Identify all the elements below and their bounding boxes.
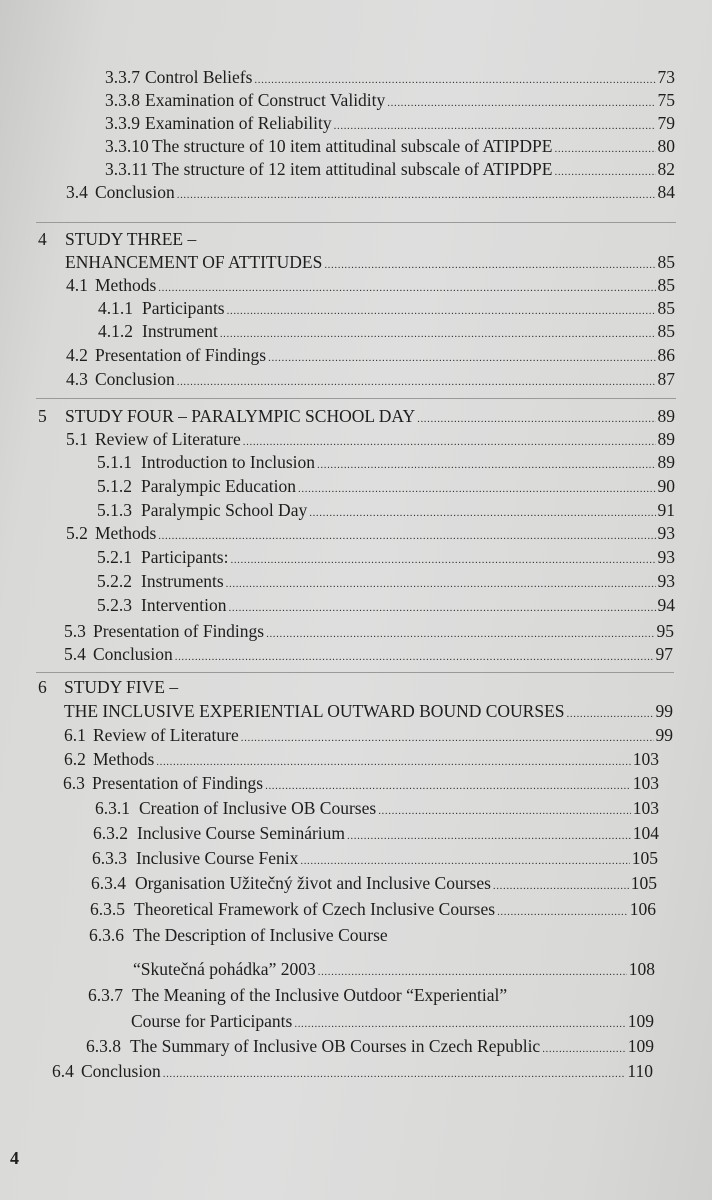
entry-number: 6.3.2 xyxy=(93,823,128,843)
entry-title: STUDY FIVE – xyxy=(64,677,179,697)
leader-dots xyxy=(347,825,631,847)
leader-dots xyxy=(226,573,656,595)
entry-page: 106 xyxy=(629,899,656,919)
entry-number: 3.3.7 xyxy=(105,67,140,87)
page-number: 4 xyxy=(10,1148,19,1168)
leader-dots xyxy=(227,300,656,322)
leader-dots xyxy=(156,751,631,773)
entry-page: 86 xyxy=(657,345,675,365)
leader-dots xyxy=(294,1013,625,1035)
entry-page: 99 xyxy=(655,701,673,721)
section-divider xyxy=(36,398,676,399)
entry-number: 6.3.1 xyxy=(95,798,130,818)
entry-number: 5.4 xyxy=(64,644,86,664)
entry-page: 85 xyxy=(657,321,675,341)
entry-page: 91 xyxy=(657,500,675,520)
entry-title: Inclusive Course Seminárium xyxy=(137,823,346,843)
entry-number: 6.3.4 xyxy=(91,873,126,893)
entry-page: 103 xyxy=(632,749,659,769)
leader-dots xyxy=(298,478,655,500)
entry-title: Participants: xyxy=(141,547,229,567)
toc-entry-heading xyxy=(88,984,507,1006)
entry-page: 85 xyxy=(657,275,675,295)
entry-page: 99 xyxy=(655,725,673,745)
leader-dots xyxy=(493,875,629,897)
toc-entry xyxy=(66,274,675,299)
entry-title: Review of Literature xyxy=(93,725,239,745)
entry-page: 89 xyxy=(657,452,675,472)
entry-number: 3.4 xyxy=(66,182,88,202)
toc-entry xyxy=(64,724,673,749)
entry-title: Conclusion xyxy=(95,369,175,389)
leader-dots xyxy=(387,92,655,114)
entry-number: 4.1 xyxy=(66,275,88,295)
entry-title: The structure of 12 item attitudinal subscale of ATIPDPE xyxy=(152,159,553,179)
toc-entry xyxy=(66,344,675,369)
entry-page: 97 xyxy=(655,644,673,664)
entry-title: The Description of Inclusive Course xyxy=(133,925,388,945)
toc-entry xyxy=(52,1060,653,1085)
entry-page: 73 xyxy=(657,67,675,87)
toc-entry xyxy=(133,958,655,983)
entry-number: 4 xyxy=(38,229,47,249)
toc-entry xyxy=(97,475,675,500)
toc-entry xyxy=(63,772,659,797)
entry-title: Organisation Užitečný život and Inclusive Courses xyxy=(135,873,491,893)
entry-title: The Meaning of the Inclusive Outdoor “Experiential” xyxy=(132,985,508,1005)
entry-number: 5.1 xyxy=(66,429,88,449)
entry-number: 5.1.1 xyxy=(97,452,132,472)
entry-page: 89 xyxy=(657,429,675,449)
entry-number: 5.1.2 xyxy=(97,476,132,496)
entry-number: 4.3 xyxy=(66,369,88,389)
toc-entry xyxy=(86,1035,654,1060)
section-divider xyxy=(36,672,674,673)
entry-number: 6.3.3 xyxy=(92,848,127,868)
entry-title: The structure of 10 item attitudinal subscale of ATIPDPE xyxy=(152,136,553,156)
leader-dots xyxy=(175,646,654,668)
entry-number: 3.3.10 xyxy=(105,136,149,156)
toc-entry xyxy=(105,66,675,91)
leader-dots xyxy=(177,371,656,393)
leader-dots xyxy=(241,727,654,749)
toc-entry xyxy=(91,872,657,897)
leader-dots xyxy=(158,277,655,299)
entry-number: 5.2.3 xyxy=(97,595,132,615)
leader-dots xyxy=(243,431,656,453)
toc-entry xyxy=(105,135,675,160)
entry-number: 5.3 xyxy=(64,621,86,641)
entry-title: Instruments xyxy=(141,571,224,591)
entry-page: 105 xyxy=(631,848,658,868)
entry-title: Methods xyxy=(95,523,157,543)
entry-page: 103 xyxy=(632,798,659,818)
leader-dots xyxy=(309,502,655,524)
entry-page: 109 xyxy=(627,1036,654,1056)
leader-dots xyxy=(220,323,656,345)
leader-dots xyxy=(417,408,655,430)
leader-dots xyxy=(554,161,655,183)
toc-entry xyxy=(98,297,675,322)
entry-title: Introduction to Inclusion xyxy=(141,452,316,472)
entry-number: 3.3.11 xyxy=(105,159,149,179)
chapter-heading xyxy=(38,676,178,698)
entry-page: 93 xyxy=(657,547,675,567)
leader-dots xyxy=(497,901,628,923)
entry-number: 6.3.8 xyxy=(86,1036,121,1056)
toc-entry xyxy=(64,748,659,773)
entry-title: Methods xyxy=(93,749,155,769)
entry-number: 4.1.2 xyxy=(98,321,133,341)
entry-title: Paralympic School Day xyxy=(141,500,308,520)
toc-entry xyxy=(97,499,675,524)
entry-title-continued: Course for Participants xyxy=(131,1011,293,1031)
entry-title: STUDY FOUR – PARALYMPIC SCHOOL DAY xyxy=(65,406,416,426)
entry-page: 109 xyxy=(627,1011,654,1031)
leader-dots xyxy=(554,138,655,160)
leader-dots xyxy=(542,1038,626,1060)
toc-entry xyxy=(131,1010,654,1035)
entry-number: 3.3.9 xyxy=(105,113,140,133)
entry-page: 93 xyxy=(657,571,675,591)
leader-dots xyxy=(163,1063,626,1085)
leader-dots xyxy=(229,597,656,619)
entry-title-continued: ENHANCEMENT OF ATTITUDES xyxy=(65,252,323,272)
leader-dots xyxy=(268,347,655,369)
toc-entry xyxy=(97,570,675,595)
leader-dots xyxy=(324,254,655,276)
toc-entry xyxy=(66,181,675,206)
entry-title: STUDY THREE – xyxy=(65,229,197,249)
chapter-heading xyxy=(38,405,675,430)
entry-page: 93 xyxy=(657,523,675,543)
entry-number: 4.1.1 xyxy=(98,298,133,318)
entry-title: Intervention xyxy=(141,595,227,615)
entry-page: 79 xyxy=(657,113,675,133)
entry-page: 75 xyxy=(657,90,675,110)
leader-dots xyxy=(265,775,631,797)
entry-title: Examination of Reliability xyxy=(145,113,332,133)
entry-number: 6.3 xyxy=(63,773,85,793)
toc-entry xyxy=(65,251,675,276)
entry-title: Conclusion xyxy=(81,1061,161,1081)
entry-title: Control Beliefs xyxy=(145,67,253,87)
leader-dots xyxy=(334,115,656,137)
entry-title: Theoretical Framework of Czech Inclusive Courses xyxy=(134,899,496,919)
toc-entry xyxy=(90,898,656,923)
leader-dots xyxy=(567,703,654,725)
entry-number: 6.4 xyxy=(52,1061,74,1081)
toc-entry xyxy=(97,451,675,476)
entry-number: 6 xyxy=(38,677,47,697)
entry-title: Presentation of Findings xyxy=(93,621,265,641)
leader-dots xyxy=(300,850,629,872)
entry-title: Conclusion xyxy=(93,644,173,664)
toc-entry xyxy=(93,822,659,847)
toc-entry xyxy=(92,847,658,872)
entry-page: 110 xyxy=(627,1061,653,1081)
entry-page: 85 xyxy=(657,252,675,272)
entry-number: 3.3.8 xyxy=(105,90,140,110)
entry-title: Creation of Inclusive OB Courses xyxy=(139,798,377,818)
entry-page: 87 xyxy=(657,369,675,389)
entry-title: Paralympic Education xyxy=(141,476,297,496)
chapter-heading xyxy=(38,228,196,250)
toc-entry xyxy=(97,546,675,571)
entry-number: 6.2 xyxy=(64,749,86,769)
entry-title: Review of Literature xyxy=(95,429,241,449)
toc-entry xyxy=(66,522,675,547)
toc-entry xyxy=(66,368,675,393)
toc-entry xyxy=(105,89,675,114)
toc-entry xyxy=(64,620,674,645)
entry-page: 103 xyxy=(632,773,659,793)
entry-page: 105 xyxy=(630,873,657,893)
toc-entry-heading xyxy=(89,924,388,946)
toc-entry xyxy=(97,594,675,619)
entry-title: Instrument xyxy=(142,321,218,341)
entry-title-continued: “Skutečná pohádka” 2003 xyxy=(133,959,316,979)
entry-title: Methods xyxy=(95,275,157,295)
entry-page: 94 xyxy=(657,595,675,615)
toc-entry xyxy=(95,797,659,822)
toc-entry xyxy=(64,643,673,668)
entry-title: Inclusive Course Fenix xyxy=(136,848,299,868)
leader-dots xyxy=(318,961,627,983)
entry-number: 5.2.1 xyxy=(97,547,132,567)
toc-entry xyxy=(105,158,675,183)
entry-number: 4.2 xyxy=(66,345,88,365)
entry-number: 5.2 xyxy=(66,523,88,543)
entry-number: 5.2.2 xyxy=(97,571,132,591)
leader-dots xyxy=(177,184,656,206)
entry-page: 95 xyxy=(656,621,674,641)
entry-title: Examination of Construct Validity xyxy=(145,90,386,110)
toc-entry xyxy=(66,428,675,453)
entry-title: Presentation of Findings xyxy=(95,345,267,365)
entry-title: Presentation of Findings xyxy=(92,773,264,793)
entry-page: 90 xyxy=(657,476,675,496)
entry-page: 89 xyxy=(657,406,675,426)
toc-entry xyxy=(105,112,675,137)
section-divider xyxy=(36,222,676,223)
entry-page: 108 xyxy=(628,959,655,979)
toc-entry xyxy=(98,320,675,345)
entry-number: 6.3.7 xyxy=(88,985,123,1005)
entry-number: 6.3.5 xyxy=(90,899,125,919)
entry-title-continued: THE INCLUSIVE EXPERIENTIAL OUTWARD BOUND COURSES xyxy=(64,701,565,721)
entry-page: 84 xyxy=(657,182,675,202)
leader-dots xyxy=(378,800,631,822)
entry-title: Participants xyxy=(142,298,225,318)
entry-number: 6.3.6 xyxy=(89,925,124,945)
leader-dots xyxy=(230,549,655,571)
entry-page: 104 xyxy=(632,823,659,843)
entry-title: The Summary of Inclusive OB Courses in Czech Republic xyxy=(130,1036,541,1056)
entry-page: 80 xyxy=(657,136,675,156)
entry-page: 82 xyxy=(657,159,675,179)
entry-number: 6.1 xyxy=(64,725,86,745)
leader-dots xyxy=(266,623,654,645)
toc-entry xyxy=(64,700,673,725)
entry-title: Conclusion xyxy=(95,182,175,202)
entry-number: 5.1.3 xyxy=(97,500,132,520)
entry-page: 85 xyxy=(657,298,675,318)
entry-number: 5 xyxy=(38,406,47,426)
leader-dots xyxy=(254,69,655,91)
leader-dots xyxy=(317,454,655,476)
leader-dots xyxy=(158,525,655,547)
